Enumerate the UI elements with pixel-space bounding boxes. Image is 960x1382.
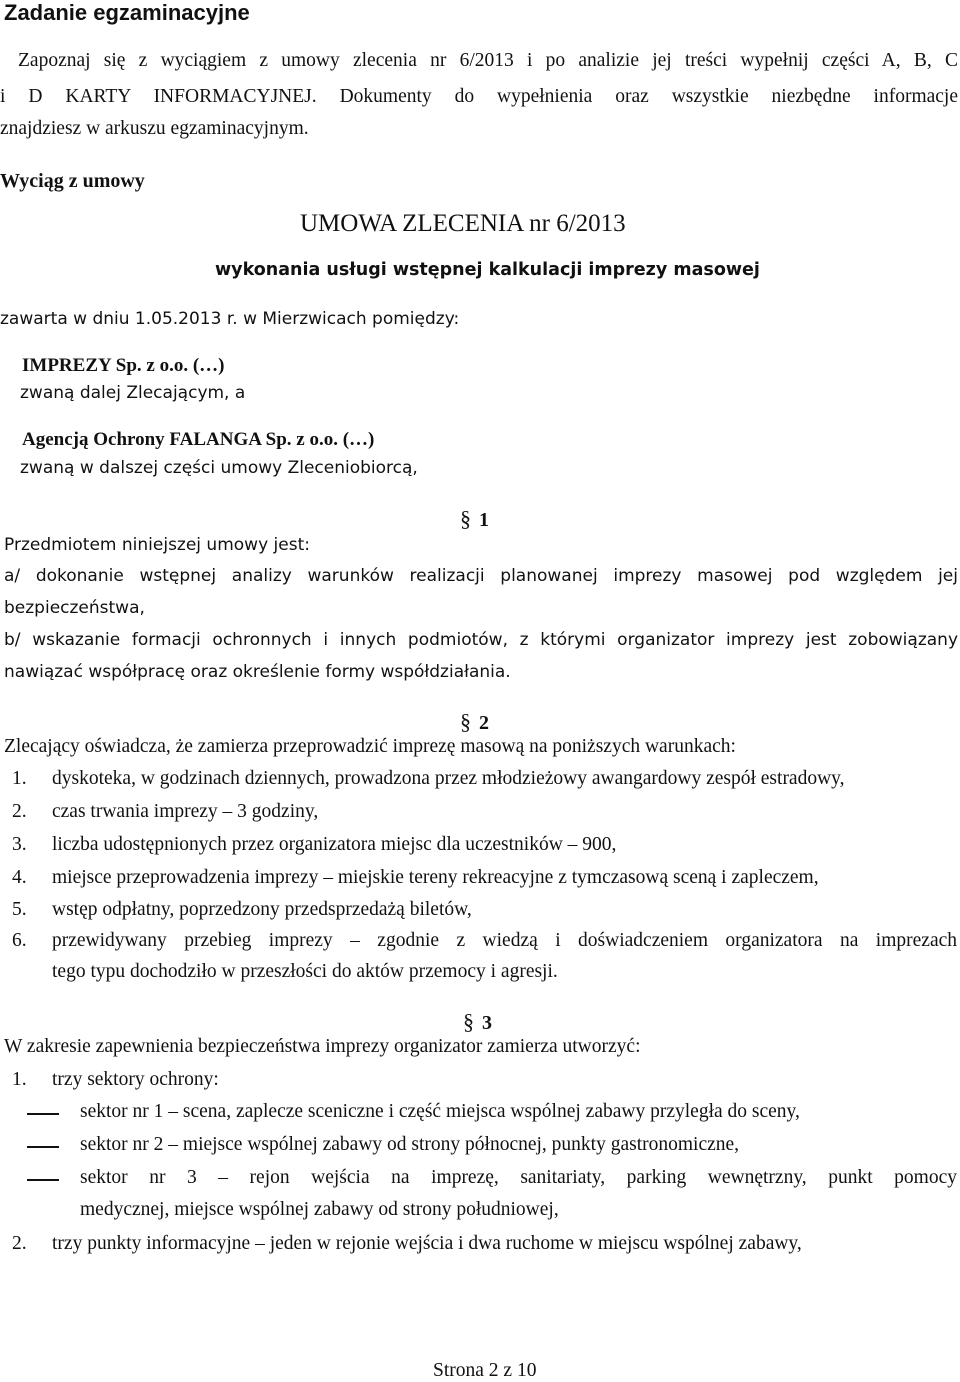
page-number: Strona 2 z 10: [433, 1360, 537, 1381]
list-item-number: 2.: [12, 801, 27, 822]
list-item-number: 3.: [12, 834, 27, 855]
list-item: trzy punkty informacyjne – jeden w rejonie wejścia i dwa ruchome w miejscu wspólnej zabawy,: [52, 1233, 802, 1254]
section-number: 1: [479, 509, 489, 531]
section-symbol: §: [463, 1009, 474, 1034]
section-2-intro: Zlecający oświadcza, że zamierza przeprowadzić imprezę masową na poniższych warunkach:: [4, 736, 736, 757]
section-3-intro: W zakresie zapewnienia bezpieczeństwa imprezy organizator zamierza utworzyć:: [4, 1036, 641, 1057]
section-number: 2: [479, 712, 489, 734]
section-1-item-b-cont: nawiązać współpracę oraz określenie formy współdziałania.: [4, 662, 511, 682]
contract-concluded: zawarta w dniu 1.05.2013 r. w Mierzwicach pomiędzy:: [0, 309, 460, 329]
list-item-number: 5.: [12, 899, 27, 920]
list-item-number: 1.: [12, 768, 27, 789]
section-1-item-a: a/ dokonanie wstępnej analizy warunków realizacji planowanej imprezy masowej pod względem jej: [4, 566, 958, 586]
sector-item: sektor nr 1 – scena, zaplecze sceniczne i część miejsca wspólnej zabawy przyległa do sceny,: [80, 1101, 800, 1122]
intro-line: Zapoznaj się z wyciągiem z umowy zlecenia nr 6/2013 i po analizie jej treści wypełnij części A, B, C: [18, 50, 958, 71]
contract-subtitle: wykonania usługi wstępnej kalkulacji imprezy masowej: [215, 260, 760, 280]
section-1-item-b: b/ wskazanie formacji ochronnych i innych podmiotów, z którymi organizator imprezy jest zobowiązany: [4, 630, 958, 650]
party-2-name: Agencją Ochrony FALANGA Sp. z o.o. (…): [22, 429, 375, 450]
section-3-heading: [463, 1009, 492, 1035]
list-item-number: 6.: [12, 930, 27, 951]
section-1-item-a-cont: bezpieczeństwa,: [4, 598, 145, 618]
sector-item-cont: medycznej, miejsce wspólnej zabawy od strony południowej,: [80, 1199, 559, 1220]
dash-bullet-icon: [27, 1146, 59, 1148]
section-number: 3: [482, 1012, 492, 1034]
list-item-cont: tego typu dochodziło w przeszłości do aktów przemocy i agresji.: [52, 961, 558, 982]
extract-label: Wyciąg z umowy: [0, 170, 145, 192]
section-symbol: §: [460, 709, 471, 734]
list-item: wstęp odpłatny, poprzedzony przedsprzedażą biletów,: [52, 899, 472, 920]
party-1-name: IMPREZY Sp. z o.o. (…): [22, 355, 225, 376]
contract-title: UMOWA ZLECENIA nr 6/2013: [300, 210, 626, 237]
list-item: trzy sektory ochrony:: [52, 1069, 219, 1090]
party-2-role: zwaną w dalszej części umowy Zleceniobiorcą,: [20, 458, 418, 478]
list-item: liczba udostępnionych przez organizatora miejsc dla uczestników – 900,: [52, 834, 617, 855]
list-item: dyskoteka, w godzinach dziennych, prowadzona przez młodzieżowy awangardowy zespół estradowy,: [52, 768, 845, 789]
list-item-number: 2.: [12, 1233, 27, 1254]
section-symbol: §: [460, 506, 471, 531]
intro-line: znajdziesz w arkuszu egzaminacyjnym.: [0, 118, 309, 139]
list-item-number: 1.: [12, 1069, 27, 1090]
sector-item: sektor nr 3 – rejon wejścia na imprezę, sanitariaty, parking wewnętrzny, punkt pomocy: [80, 1167, 957, 1188]
list-item-number: 4.: [12, 867, 27, 888]
dash-bullet-icon: [27, 1179, 59, 1181]
party-1-role: zwaną dalej Zlecającym, a: [20, 383, 246, 403]
list-item: przewidywany przebieg imprezy – zgodnie z wiedzą i doświadczeniem organizatora na imprezach: [52, 930, 957, 951]
list-item: czas trwania imprezy – 3 godziny,: [52, 801, 319, 822]
section-1-heading: [460, 506, 489, 532]
page-title: Zadanie egzaminacyjne: [4, 0, 250, 25]
sector-item: sektor nr 2 – miejsce wspólnej zabawy od strony północnej, punkty gastronomiczne,: [80, 1134, 740, 1155]
intro-line: i D KARTY INFORMACYJNEJ. Dokumenty do wypełnienia oraz wszystkie niezbędne informacje: [0, 86, 958, 107]
dash-bullet-icon: [27, 1113, 59, 1115]
section-1-intro: Przedmiotem niniejszej umowy jest:: [4, 535, 310, 555]
section-2-heading: [460, 709, 489, 735]
list-item: miejsce przeprowadzenia imprezy – miejskie tereny rekreacyjne z tymczasową sceną i zapleczem,: [52, 867, 819, 888]
